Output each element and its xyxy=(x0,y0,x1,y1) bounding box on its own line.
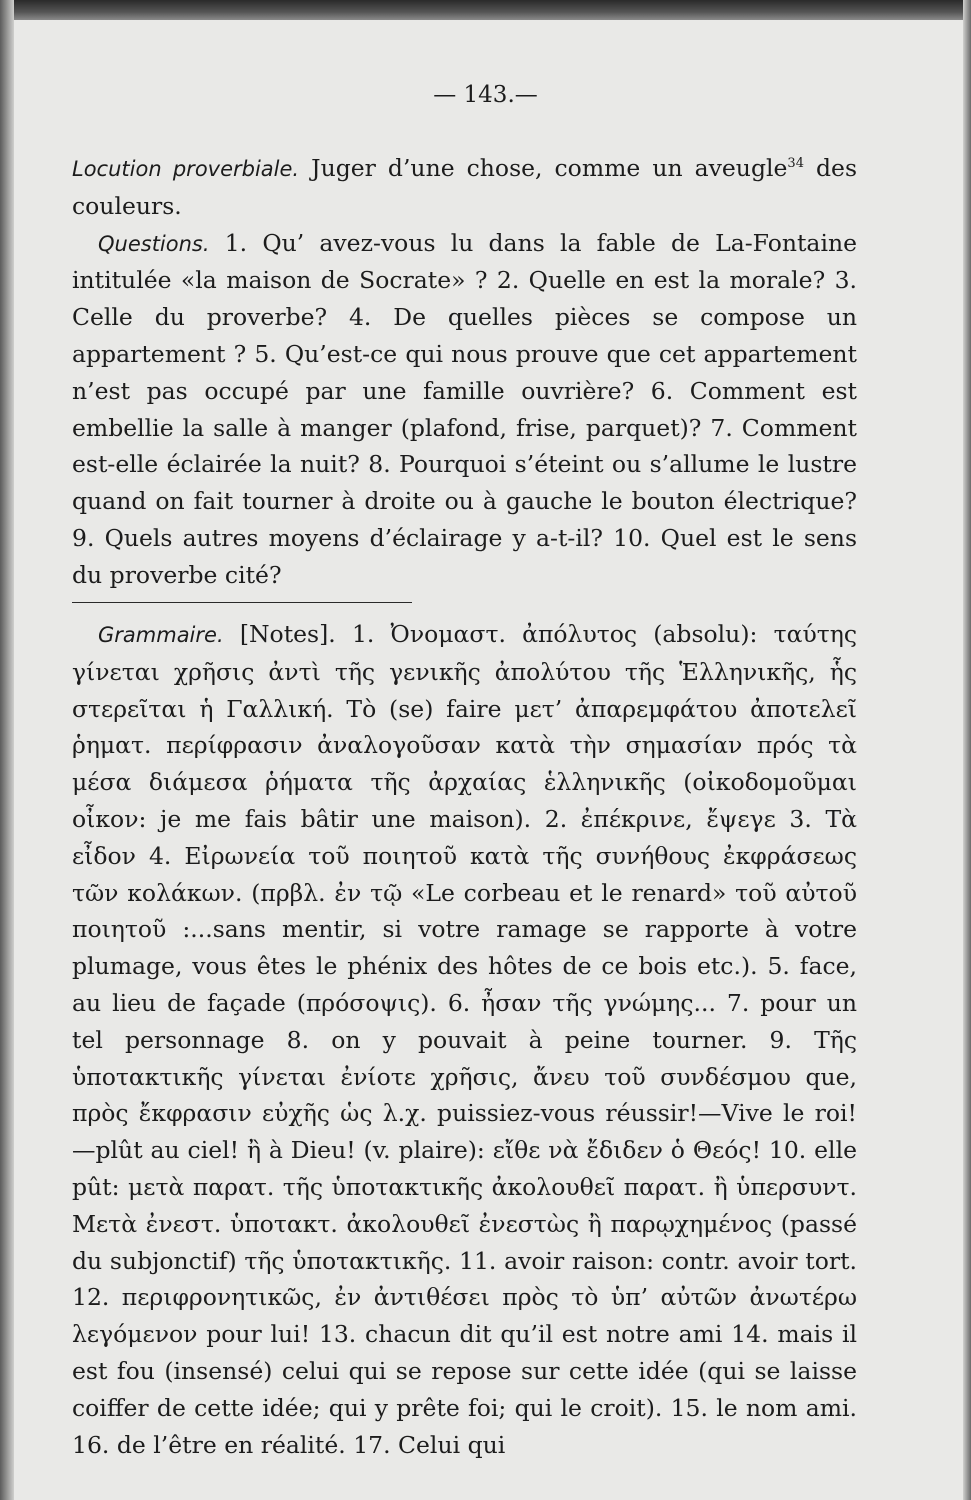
grammar-notes xyxy=(72,616,857,1463)
grammar-label: Grammaire. xyxy=(98,623,224,647)
locution-paragraph xyxy=(72,150,857,225)
grammar-text: [Notes]. 1. Ὀνομαστ. ἀπόλυτος (absolu): ταύτης γίνεται χρῆσις ἀντὶ τῆς γενικῆς ἀπολύτου τῆς Ἑλληνικῆς, ἧς στερεῖται ἡ Γαλλική. Τὸ (se) faire μετ’ ἀπαρεμφάτου ἀποτελεῖ ῥηματ. περίφρασιν ἀναλογοῦσαν κατὰ τὴν σημασίαν πρός τὰ μέσα διάμεσα ῥήματα τῆς ἀρχαίας ἑλληνικῆς (οἰκοδομοῦμαι οἶκον: je me fais bâtir une maison). 2. ἐπέκρινε, ἔψεγε 3. Τὰ εἶδον 4. Εἰρωνεία τοῦ ποιητοῦ κατὰ τῆς συνήθους ἐκφράσεως τῶν κολάκων. (πρβλ. ἐν τῷ «Le corbeau et le renard» τοῦ αὐτοῦ ποιητοῦ :...sans mentir, si votre ramage se rapporte à votre plumage, vous êtes le phénix des hôtes de ce bois etc.). 5. face, au lieu de façade (πρόσοψις). 6. ἦσαν τῆς γνώμης... 7. pour un tel personnage 8. on y pouvait à peine tourner. 9. Τῆς ὑποτακτικῆς γίνεται ἐνίοτε χρῆσις, ἄνευ τοῦ συνδέσμου que, πρὸς ἔκφρασιν εὐχῆς ὡς λ.χ. puissiez-vous réussir!—Vive le roi!—plût au ciel! ἢ à Dieu! (v. plaire): εἴθε νὰ ἔδιδεν ὁ Θεός! 10. elle pût: μετὰ παρατ. τῆς ὑποτακτικῆς ἀκολουθεῖ παρατ. ἢ ὑπερσυντ. Μετὰ ἐνεστ. ὑποτακτ. ἀκολουθεῖ ἐνεστὼς ἢ παρῳχημένος (passé du subjonctif) τῆς ὑποτακτικῆς. 11. avoir raison: contr. avoir tort. 12. περιφρονητικῶς, ἐν ἀντιθέσει πρὸς τὸ ὑπ’ αὐτῶν ἀνωτέρω λεγόμενον pour lui! 13. chacun dit qu’il est notre ami 14. mais il est fou (insensé) celui qui se repose sur cette idée (qui se laisse coiffer de cette idée; qui y prête foi; qui le croit). 15. le nom ami. 16. de l’être en réalité. 17. Celui qui xyxy=(72,620,857,1459)
footnote-ref: 34 xyxy=(787,156,804,172)
locution-text: Juger d’une chose, comme un aveugle xyxy=(311,154,788,182)
locution-text-end: des couleurs. xyxy=(72,154,858,220)
locution-label: Locution proverbiale. xyxy=(72,157,300,181)
scan-right-edge xyxy=(963,0,971,1500)
section-divider xyxy=(72,602,412,603)
scan-top-edge xyxy=(0,0,971,20)
grammar-paragraph xyxy=(72,616,857,1463)
questions-paragraph xyxy=(72,225,857,594)
questions-label: Questions. xyxy=(98,231,210,256)
scan-left-edge xyxy=(0,0,14,1500)
page-number: — 143.— xyxy=(433,82,538,108)
locution-and-questions xyxy=(72,150,857,594)
questions-text: 1. Qu’ avez-vous lu dans la fable de La-Fontaine intitulée «la maison de Socrate» ? 2. Quelle en est la morale? 3. Celle du proverbe? 4. De quelles pièces se compose un appartement ? 5. Qu’est-ce qui nous prouve que cet appartement n’est pas occupé par une famille ouvrière? 6. Comment est embellie la salle à manger (plafond, frise, parquet)? 7. Comment est-elle éclairée la nuit? 8. Pourquoi s’éteint ou s’allume le lustre quand on fait tourner à droite ou à gauche le bouton électrique? 9. Quels autres moyens d’éclairage y a-t-il? 10. Quel est le sens du proverbe cité? xyxy=(72,228,857,589)
